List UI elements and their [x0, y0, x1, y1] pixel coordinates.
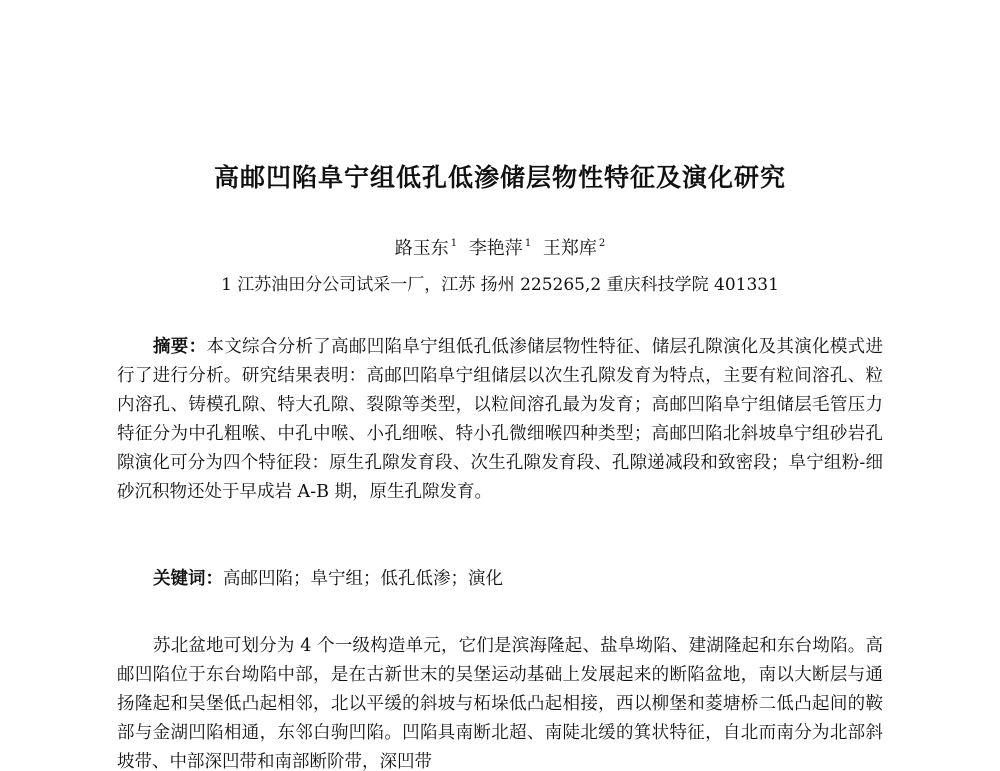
author-list: [0, 234, 1000, 260]
abstract: [117, 333, 883, 507]
body-paragraph: 苏北盆地可划分为 4 个一级构造单元，它们是滨海隆起、盐阜坳陷、建湖隆起和东台坳陷。高邮凹陷位于东台坳陷中部，是在古新世末的吴堡运动基础上发展起来的断陷盆地，南以大断层与通扬隆起和吴堡低凸起相邻，北以平缓的斜坡与柘垛低凸起相接，西以柳堡和菱塘桥二低凸起间的鞍部与金湖凹陷相通，东邻白驹凹陷。凹陷具南断北超、南陡北缓的箕状特征，自北而南分为北部斜坡带、中部深凹带和南部断阶带，深凹带: [117, 636, 883, 771]
keywords-text: 高邮凹陷；阜宁组；低孔低渗；演化: [223, 569, 503, 589]
keywords: [153, 565, 883, 594]
author-name: 路玉东: [394, 238, 449, 259]
author-affiliation-mark: 1: [524, 238, 532, 249]
author-name: 李艳萍: [468, 238, 523, 259]
abstract-text: 本文综合分析了高邮凹陷阜宁组低孔低渗储层物性特征、储层孔隙演化及其演化模式进行了进行分析。研究结果表明：高邮凹陷阜宁组储层以次生孔隙发育为特点，主要有粒间溶孔、粒内溶孔、铸模孔隙、特大孔隙、裂隙等类型，以粒间溶孔最为发育；高邮凹陷阜宁组储层毛管压力特征分为中孔粗喉、中孔中喉、小孔细喉、特小孔微细喉四种类型；高邮凹陷北斜坡阜宁组砂岩孔隙演化可分为四个特征段：原生孔隙发育段、次生孔隙发育段、孔隙递减段和致密段；阜宁组粉-细砂沉积物还处于早成岩 A-B 期，原生孔隙发育。: [117, 337, 883, 502]
author: [543, 238, 605, 259]
author-affiliation-mark: 1: [450, 238, 458, 249]
author: [469, 238, 531, 259]
keywords-label: 关键词：: [153, 569, 223, 589]
author-affiliation-mark: 2: [598, 238, 606, 249]
paper-title: 高邮凹陷阜宁组低孔低渗储层物性特征及演化研究: [213, 163, 786, 192]
affiliation: 1 江苏油田分公司试采一厂，江苏 扬州 225265,2 重庆科技学院 401331: [221, 275, 779, 295]
author-name: 王郑库: [542, 238, 597, 259]
author: [395, 238, 457, 259]
abstract-label: 摘要：: [153, 337, 207, 357]
